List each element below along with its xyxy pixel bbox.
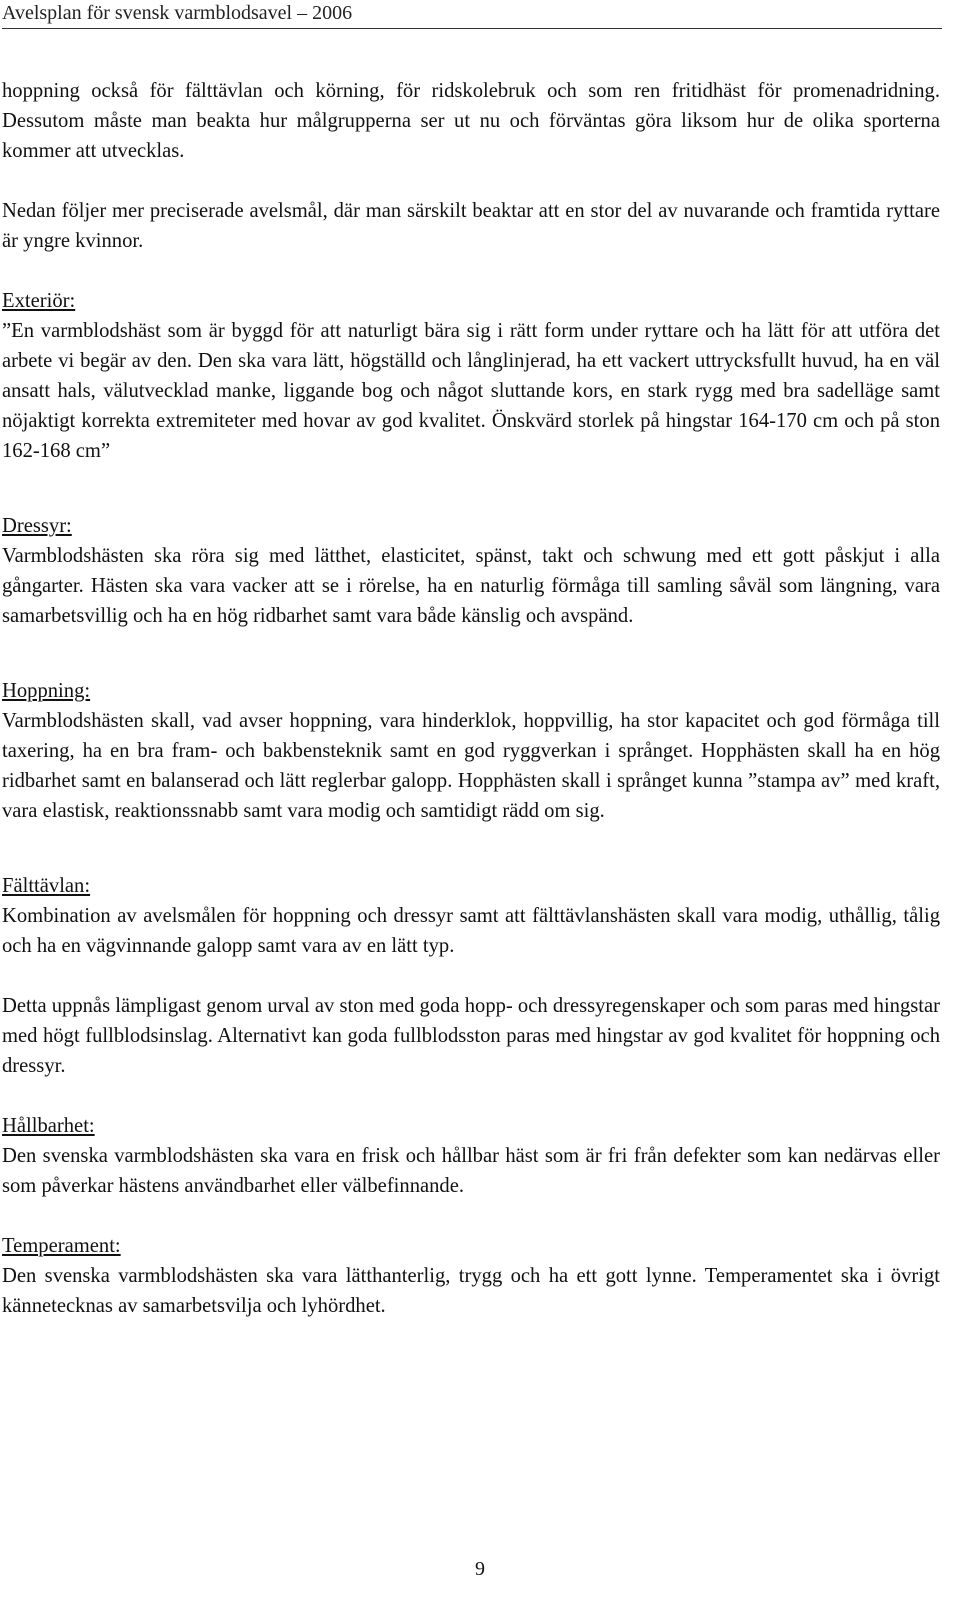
dressage-text: Varmblodshästen ska röra sig med lätthet, elasticitet, spänst, takt och schwung med ett gott påskjut i alla gångarter. Hästen ska vara vacker att se i rörelse, ha en naturlig förmåga till samling såväl som längning, vara samarbetsvillig och ha en hög ridbarhet samt vara både känslig och avspänd.	[2, 545, 940, 627]
intro-paragraph: hoppning också för fälttävlan och körning, för ridskolebruk och som ren fritidhäst för promenadridning. Dessutom måste man beakta hur målgrupperna ser ut nu och förväntas göra liksom hur de olika sporterna kommer att utvecklas.	[2, 80, 940, 162]
section-heading-jumping	[2, 676, 940, 706]
section-heading-temperament	[2, 1231, 940, 1261]
section-heading-eventing	[2, 871, 940, 901]
durability-heading: Hållbarhet:	[2, 1115, 95, 1137]
durability-text: Den svenska varmblodshästen ska vara en frisk och hållbar häst som är fri från defekter som kan nedärvas eller som påverkar hästens användbarhet eller välbefinnande.	[2, 1145, 940, 1197]
eventing-text-2: Detta uppnås lämpligast genom urval av ston med goda hopp- och dressyregenskaper och som paras med hingstar med högt fullblodsinslag. Alternativt kan goda fullblodsston paras med hingstar av god kvalitet för hoppning och dressyr.	[2, 995, 940, 1077]
header-title: Avelsplan för svensk varmblodsavel – 2006	[2, 2, 353, 24]
jumping-text: Varmblodshästen skall, vad avser hoppning, vara hinderklok, hoppvillig, ha stor kapacitet och god förmåga till taxering, ha en bra fram- och bakbensteknik samt en god ryggverkan i språnget. Hopphästen skall ha en hög ridbarhet samt en balanserad och lätt reglerbar galopp. Hopphästen skall i språnget kunna ”stampa av” med kraft, vara elastisk, reaktionssnabb samt vara modig och samtidigt rädd om sig.	[2, 710, 940, 822]
eventing-text: Kombination av avelsmålen för hoppning och dressyr samt att fälttävlanshästen skall vara modig, uthållig, tålig och ha en vägvinnande galopp samt vara av en lätt typ.	[2, 905, 940, 957]
temperament-text: Den svenska varmblodshästen ska vara lätthanterlig, trygg och ha ett gott lynne. Temperamentet ska i övrigt kännetecknas av samarbetsvilja och lyhördhet.	[2, 1265, 940, 1317]
page-header	[2, 0, 942, 29]
page-number: 9	[475, 1558, 485, 1580]
eventing-heading: Fälttävlan:	[2, 875, 91, 897]
intro-paragraph: Nedan följer mer preciserade avelsmål, där man särskilt beaktar att en stor del av nuvarande och framtida ryttare är yngre kvinnor.	[2, 200, 940, 252]
document-body	[2, 76, 940, 1321]
section-heading-exterior	[2, 286, 940, 316]
dressage-heading: Dressyr:	[2, 515, 72, 537]
section-heading-durability	[2, 1111, 940, 1141]
exterior-heading: Exteriör:	[2, 290, 76, 312]
section-heading-dressage	[2, 511, 940, 541]
jumping-heading: Hoppning:	[2, 680, 91, 702]
temperament-heading: Temperament:	[2, 1235, 121, 1257]
exterior-text: ”En varmblodshäst som är byggd för att naturligt bära sig i rätt form under ryttare och ha lätt för att utföra det arbete vi begär av den. Den ska vara lätt, högställd och långlinjerad, ha ett vackert uttrycksfullt huvud, ha en väl ansatt hals, välutvecklad manke, liggande bog och något sluttande kors, en stark rygg med bra sadelläge samt nöjaktigt korrekta extremiteter med hovar av god kvalitet. Önskvärd storlek på hingstar 164-170 cm och på ston 162-168 cm”	[2, 320, 940, 462]
